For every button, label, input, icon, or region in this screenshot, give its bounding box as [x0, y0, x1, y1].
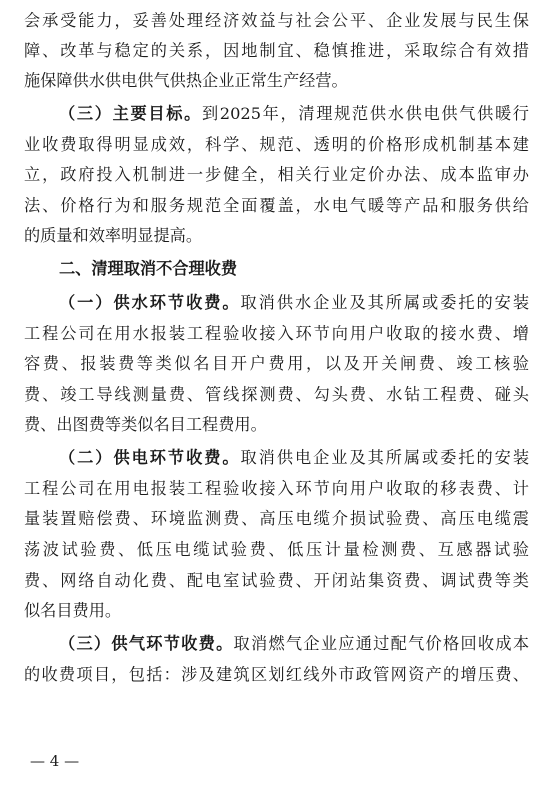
line-text: 工程公司在用水报装工程验收接入环节向用户收取的接水费、增	[24, 324, 529, 343]
line-text: 取消燃气企业应通过配气价格回收成本	[233, 634, 529, 653]
line-text: 费、竣工导线测量费、管线探测费、勾头费、水钻工程费、碰头	[24, 385, 529, 404]
text-line	[24, 40, 529, 62]
line-text: 工程公司在用电报装工程验收接入环节向用户收取的移表费、计	[24, 479, 529, 498]
page-number: — 4 —	[30, 752, 80, 770]
text-line	[59, 633, 529, 655]
text-line	[24, 195, 529, 217]
text-line	[24, 664, 529, 686]
text-line	[24, 70, 529, 92]
text-line	[24, 508, 529, 530]
paragraph-heading: 二、清理取消不合理收费	[59, 259, 238, 278]
text-line	[24, 134, 529, 156]
line-text: 的质量和效率明显提高。	[24, 226, 203, 245]
text-line	[24, 539, 529, 561]
line-text: 法、价格行为和服务规范全面覆盖，水电气暖等产品和服务供给	[24, 196, 529, 215]
line-text: 容费、报装费等类似名目开户费用，以及开关闸费、竣工核验	[24, 354, 529, 373]
text-line	[24, 384, 529, 406]
text-line	[59, 103, 529, 125]
text-line	[24, 414, 529, 436]
paragraph-heading: （三）主要目标。	[59, 104, 202, 123]
text-line	[24, 323, 529, 345]
line-text: 施保障供水供电供气供热企业正常生产经营。	[24, 71, 348, 90]
line-text: 取消供电企业及其所属或委托的安装	[240, 448, 529, 467]
text-line	[24, 600, 529, 622]
text-line	[24, 225, 529, 247]
text-line	[24, 353, 529, 375]
text-line	[24, 478, 529, 500]
line-text: 荡波试验费、低压电缆试验费、低压计量检测费、互感器试验	[24, 540, 529, 559]
line-text: 似名目费用。	[24, 601, 122, 620]
paragraph-heading: （三）供气环节收费。	[59, 634, 234, 653]
text-line	[24, 10, 529, 32]
paragraph-heading: （一）供水环节收费。	[59, 293, 241, 312]
text-line	[59, 292, 529, 314]
text-line	[24, 570, 529, 592]
line-text: 费、出图费等类似名目工程费用。	[24, 415, 267, 434]
line-text: 到2025年，清理规范供水供电供气供暖行	[201, 104, 529, 123]
text-line	[24, 164, 529, 186]
line-text: 会承受能力，妥善处理经济效益与社会公平、企业发展与民生保	[24, 11, 529, 30]
paragraph-heading: （二）供电环节收费。	[59, 448, 241, 467]
line-text: 取消供水企业及其所属或委托的安装	[240, 293, 529, 312]
line-text: 业收费取得明显成效，科学、规范、透明的价格形成机制基本建	[24, 135, 529, 154]
section-heading	[59, 258, 529, 280]
line-text: 立，政府投入机制进一步健全，相关行业定价办法、成本监审办	[24, 165, 529, 184]
line-text: 费、网络自动化费、配电室试验费、开闭站集资费、调试费等类	[24, 571, 529, 590]
text-line	[59, 447, 529, 469]
line-text: 量装置赔偿费、环境监测费、高压电缆介损试验费、高压电缆震	[24, 509, 529, 528]
line-text: 障、改革与稳定的关系，因地制宜、稳慎推进，采取综合有效措	[24, 41, 529, 60]
line-text: 的收费项目，包括：涉及建筑区划红线外市政管网资产的增压费、	[24, 665, 529, 684]
